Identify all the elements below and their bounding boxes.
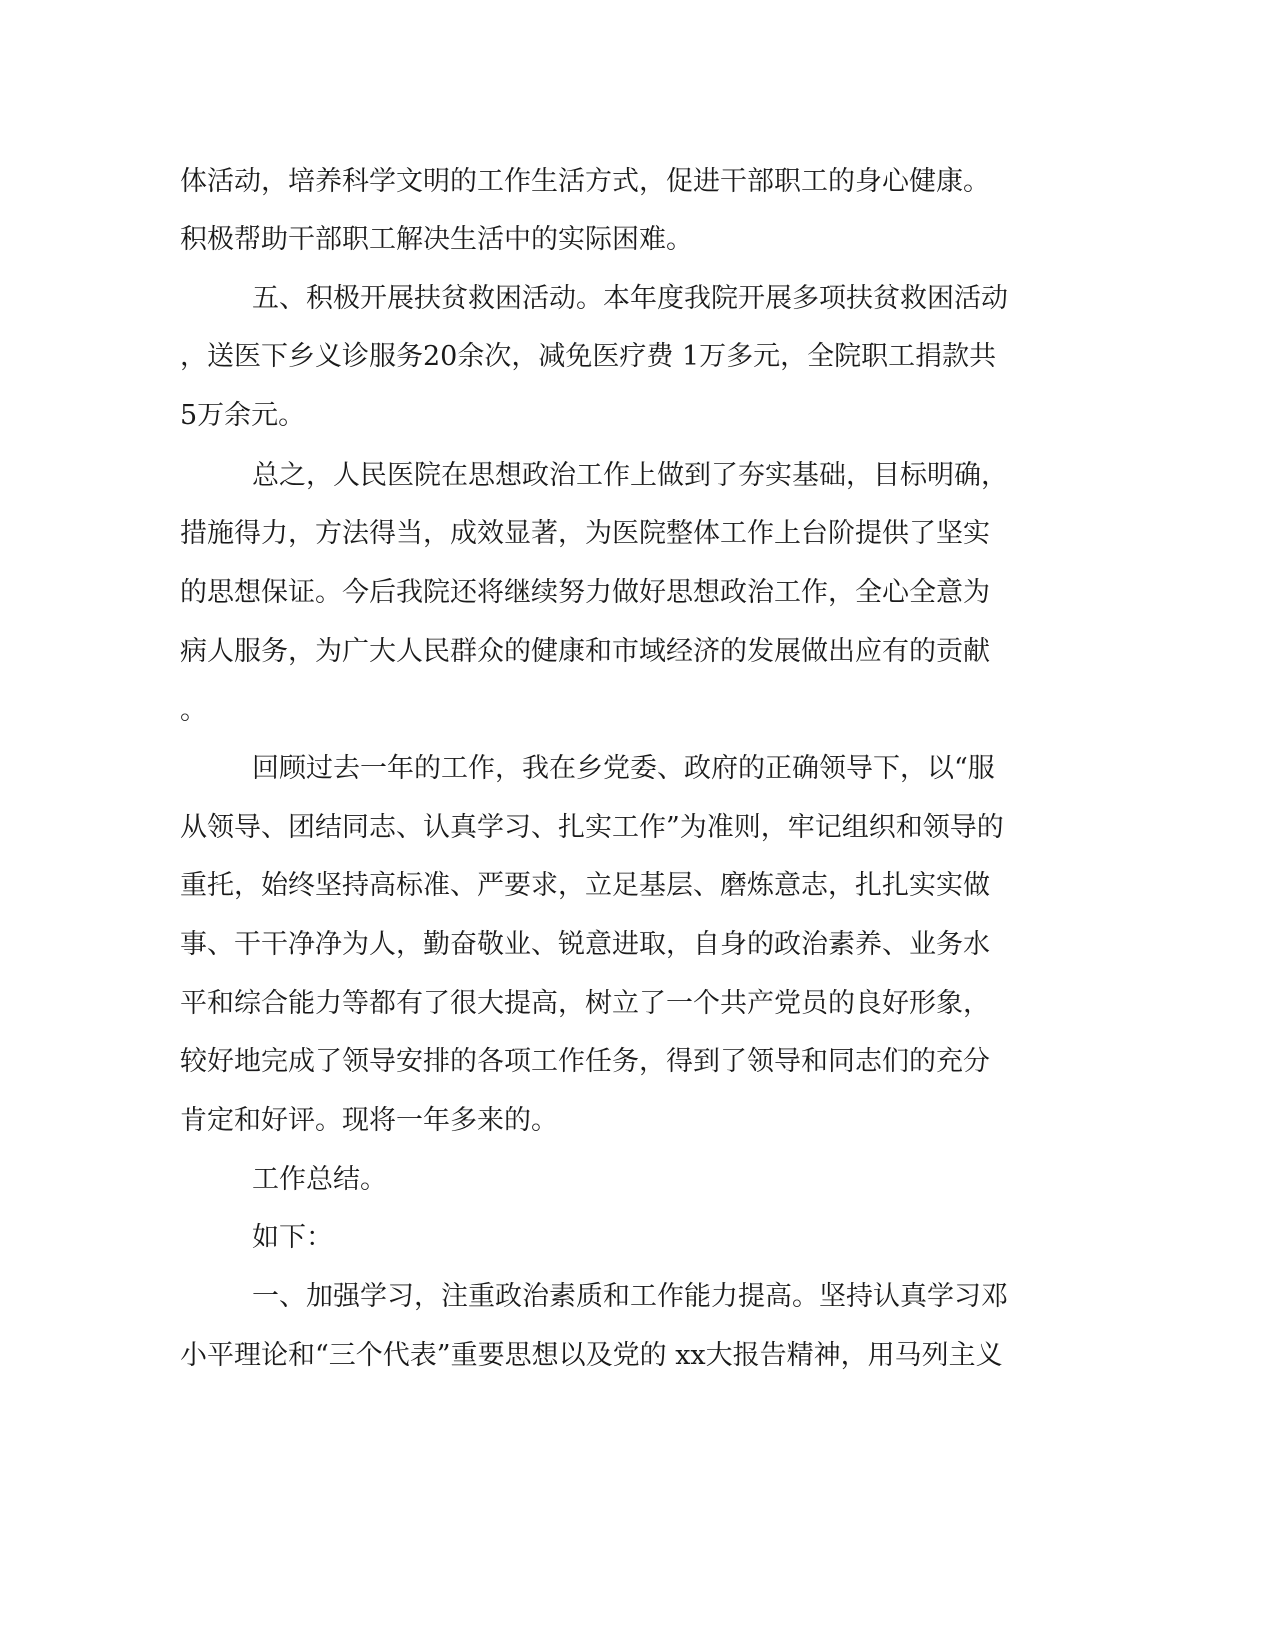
text-line-content: 较好地完成了领导安排的各项工作任务，得到了领导和同志们的充分: [180, 1046, 990, 1077]
text-line-content: ，送医下乡义诊服务20余次，减免医疗费 1万多元，全院职工捐款共: [180, 341, 997, 372]
text-line-content: 的思想保证。今后我院还将继续努力做好思想政治工作，全心全意为: [180, 577, 990, 608]
text-line-content: 事、干干净净为人，勤奋敬业、锐意进取，自身的政治素养、业务水: [180, 929, 990, 960]
text-line: [0, 510, 1275, 558]
text-line: [0, 452, 1275, 500]
text-line-content: 积极帮助干部职工解决生活中的实际困难。: [180, 224, 693, 255]
text-line: [0, 1038, 1275, 1086]
text-line: [0, 1214, 1275, 1262]
text-line-content: 重托，始终坚持高标准、严要求，立足基层、磨炼意志，扎扎实实做: [180, 870, 990, 901]
text-line: [0, 980, 1275, 1028]
text-line-content: 平和综合能力等都有了很大提高，树立了一个共产党员的良好形象，: [180, 988, 990, 1019]
text-line-content: 一、加强学习，注重政治素质和工作能力提高。坚持认真学习邓: [252, 1281, 1008, 1312]
text-line-content: 回顾过去一年的工作，我在乡党委、政府的正确领导下，以“服: [252, 753, 995, 784]
text-line-content: 。: [180, 695, 207, 726]
text-line-content: 5万余元。: [180, 400, 306, 431]
text-line: [0, 158, 1275, 206]
text-line: [0, 1332, 1275, 1380]
text-line-content: 体活动，培养科学文明的工作生活方式，促进干部职工的身心健康。: [180, 166, 990, 197]
text-line: [0, 275, 1275, 323]
text-line: [0, 1273, 1275, 1321]
text-line: [0, 569, 1275, 617]
text-line-content: 肯定和好评。现将一年多来的。: [180, 1105, 558, 1136]
text-line-content: 小平理论和“三个代表”重要思想以及党的 xx大报告精神，用马列主义: [180, 1340, 1003, 1371]
text-line: [0, 745, 1275, 793]
text-line: [0, 687, 1275, 735]
text-line-content: 病人服务，为广大人民群众的健康和市域经济的发展做出应有的贡献: [180, 636, 990, 667]
text-line-content: 总之，人民医院在思想政治工作上做到了夯实基础，目标明确，: [252, 460, 1008, 491]
text-line-content: 五、积极开展扶贫救困活动。本年度我院开展多项扶贫救困活动: [252, 283, 1008, 314]
text-line: [0, 392, 1275, 440]
text-line: [0, 1156, 1275, 1204]
text-line: [0, 216, 1275, 264]
text-line-content: 如下：: [252, 1222, 333, 1253]
text-line-content: 从领导、团结同志、认真学习、扎实工作”为准则，牢记组织和领导的: [180, 812, 1004, 843]
text-line: [0, 1097, 1275, 1145]
text-line-content: 措施得力，方法得当，成效显著，为医院整体工作上台阶提供了坚实: [180, 518, 990, 549]
text-line: [0, 921, 1275, 969]
text-line: [0, 333, 1275, 381]
text-line: [0, 804, 1275, 852]
text-line: [0, 628, 1275, 676]
text-line: [0, 862, 1275, 910]
text-line-content: 工作总结。: [252, 1164, 387, 1195]
